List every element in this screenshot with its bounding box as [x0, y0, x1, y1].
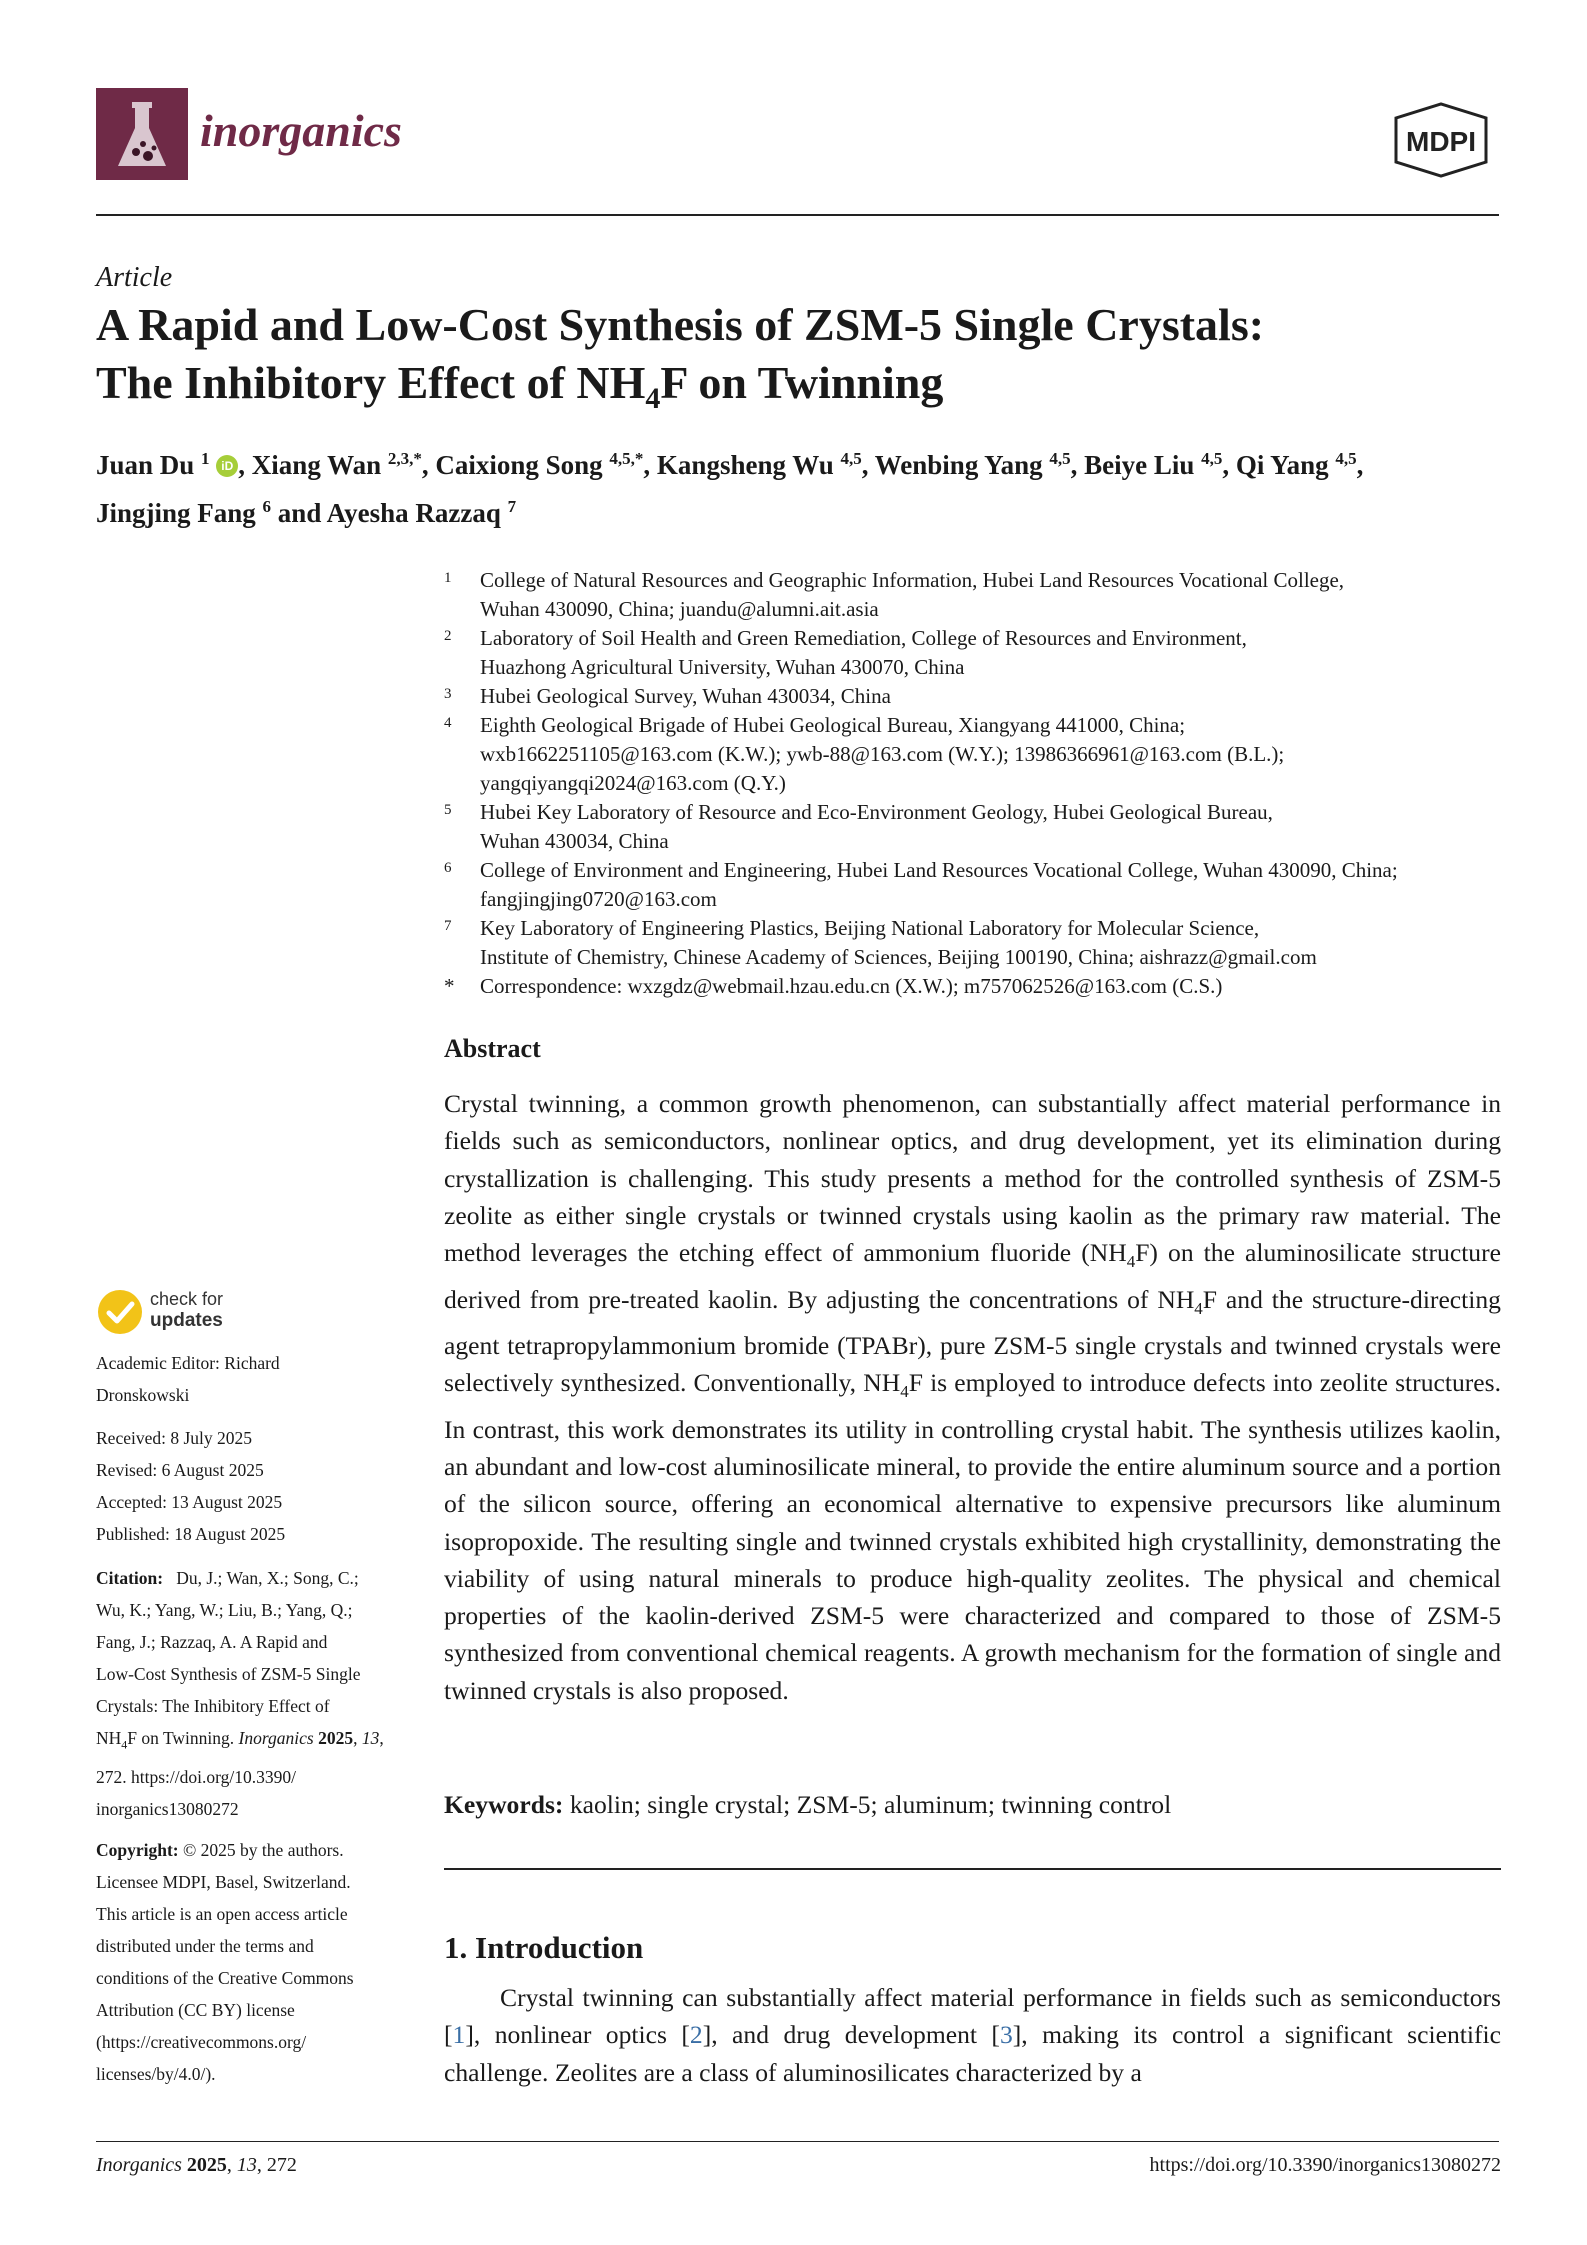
author-name[interactable]: Ayesha Razzaq	[326, 498, 501, 528]
journal-logo	[96, 88, 188, 180]
paper-title	[96, 296, 1499, 428]
mdpi-logo[interactable]	[1382, 100, 1500, 180]
accepted-date: Accepted: 13 August 2025	[96, 1492, 283, 1512]
title-line-1: A Rapid and Low-Cost Synthesis of ZSM-5 Single Crystals:	[96, 299, 1265, 350]
citation-doi[interactable]: 272. https://doi.org/10.3390/	[96, 1766, 296, 1787]
revised-date: Revised: 6 August 2025	[96, 1460, 264, 1480]
copyright-block: Copyright: © 2025 by the authors. Licensee MDPI, Basel, Switzerland. This article is an open access article distributed under the terms and conditions of the Creative Commons Attribution (CC BY) license (https://creativecommons.org/ licenses/by/4.0/).	[96, 1834, 416, 2090]
section-rule	[444, 1868, 1501, 1870]
received-date: Received: 8 July 2025	[96, 1428, 253, 1448]
author-list: Juan Du $^1$ iD , Xiang Wan $^{2,3,*}$, Caixiong Song $^{4,5,*}$, Kangsheng Wu $^{4,5}$, Wenbing Yang $^{4,5}$, Beiye Liu $^{4,5}$, Qi Yang $^{4,5}$, Jingjing Fang $^6$ and Ayesha Razzaq $^7$	[96, 449, 1364, 528]
published-date: Published: 18 August 2025	[96, 1524, 286, 1544]
author-name[interactable]: Beiye Liu	[1084, 450, 1195, 480]
affiliation-item: 3 Hubei Geological Survey, Wuhan 430034, China	[444, 684, 891, 708]
article-type: Article	[96, 262, 173, 293]
affiliation-item: 1 College of Natural Resources and Geographic Information, Hubei Land Resources Vocational College, Wuhan 430090, China; juandu@alumni.ait.asia	[444, 568, 1345, 621]
flask-icon	[96, 88, 188, 180]
correspondence: * Correspondence: wxzgdz@webmail.hzau.edu.cn (X.W.); m757062526@163.com (C.S.)	[444, 974, 1223, 998]
orcid-icon[interactable]: iD	[216, 455, 238, 477]
footer-citation: Inorganics 2025, 13, 272	[96, 2154, 297, 2176]
abstract-heading: Abstract	[444, 1034, 541, 1063]
check-updates-icon	[96, 1288, 144, 1336]
header-rule	[96, 214, 1499, 216]
keywords: Keywords: kaolin; single crystal; ZSM-5; aluminum; twinning control	[444, 1790, 1172, 1819]
publisher-name: MDPI	[1406, 126, 1476, 157]
author-name[interactable]: Jingjing Fang	[96, 498, 256, 528]
affiliation-item: 2 Laboratory of Soil Health and Green Remediation, College of Resources and Environment, Huazhong Agricultural University, Wuhan 430070, China	[444, 626, 1247, 679]
affiliation-item: 6 College of Environment and Engineering, Hubei Land Resources Vocational College, Wuhan 430090, China; fangjingjing0720@163.com	[444, 858, 1398, 911]
license-link[interactable]: (https://creativecommons.org/	[96, 2032, 307, 2052]
title-line-2: The Inhibitory Effect of $NH_4F$ on Twinning	[96, 357, 944, 416]
citation-link[interactable]: 1	[452, 2020, 466, 2050]
citation-link[interactable]: 3	[999, 2020, 1013, 2050]
abstract-body: Crystal twinning, a common growth phenomenon, can substantially affect material performance in fields such as semiconductors, nonlinear optics, and drug development, yet its elimination during crystallization is challenging. This study presents a method for the controlled synthesis of ZSM-5 zeolite as either single crystals or twinned crystals using kaolin as the primary raw material. The method leverages the etching effect of ammonium fluoride $(NH_4F)$ on the aluminosilicate structure derived from pre-treated kaolin. By adjusting the concentrations of $NH_4F$ and the structure-directing agent tetrapropylammonium bromide (TPABr), pure ZSM-5 single crystals and twinned crystals were selectively synthesized. Conventionally, $NH_4F$ is employed to introduce defects into zeolite structures. In contrast, this work demonstrates its utility in controlling crystal habit. The synthesis utilizes kaolin, an abundant and low-cost aluminosilicate mineral, to provide the entire aluminum source and a portion of the silicon source, offering an economical alternative to expensive precursors like aluminum isopropoxide. The resulting single and twinned crystals exhibited high crystallinity, demonstrating the viability of using natural minerals to produce high-quality zeolites. The physical and chemical properties of the kaolin-derived ZSM-5 were characterized and compared to those of ZSM-5 synthesized from conventional chemical reagents. A growth mechanism for the formation of single and twinned crystals is also proposed.	[444, 1089, 1501, 1705]
citation-link[interactable]: 2	[689, 2020, 703, 2050]
academic-editor: Academic Editor: Richard Dronskowski	[96, 1353, 280, 1405]
citation-block: Citation: Du, J.; Wan, X.; Song, C.; Wu, K.; Yang, W.; Liu, B.; Yang, Q.; Fang, J.; Razzaq, A. A Rapid and Low-Cost Synthesis of ZSM-5 Single Crystals: The Inhibitory Effect of $NH_4F$ on Twinning. Inorganics 2025, 13, 272. https://doi.org/10.3390/ inorganics13080272	[96, 1562, 416, 1825]
check-for-updates[interactable]: check for updates	[96, 1286, 396, 1338]
affiliation-item: 5 Hubei Key Laboratory of Resource and Eco-Environment Geology, Hubei Geological Bureau, Wuhan 430034, China	[444, 800, 1273, 853]
author-name[interactable]: Kangsheng Wu	[656, 450, 834, 480]
affiliation-item: 4 Eighth Geological Brigade of Hubei Geological Bureau, Xiangyang 441000, China; wxb1662251105@163.com (K.W.); ywb-88@163.com (W.Y.); 13986366961@163.com (B.L.); yangqiyangqi2024@163.com (Q.Y.)	[444, 713, 1285, 795]
section-heading: 1. Introduction	[444, 1930, 644, 1965]
footer-rule	[96, 2141, 1499, 2142]
dates	[96, 1422, 416, 1550]
affiliations	[444, 566, 1504, 1001]
affiliation-item: 7 Key Laboratory of Engineering Plastics, Beijing National Laboratory for Molecular Science, Institute of Chemistry, Chinese Academy of Sciences, Beijing 100190, China; aishrazz@gmail.com	[444, 916, 1317, 969]
author-name[interactable]: Xiang Wan	[251, 450, 382, 480]
journal-name[interactable]: inorganics	[200, 105, 402, 156]
author-name[interactable]: Caixiong Song	[435, 450, 603, 480]
author-name[interactable]: Juan Du	[96, 450, 195, 480]
intro-paragraph: Crystal twinning can substantially affect material performance in fields such as semiconductors [1], nonlinear optics [2], and drug development [3], making its control a significant scientific challenge. Zeolites are a class of aluminosilicates characterized by a	[444, 1983, 1501, 2087]
author-name[interactable]: Wenbing Yang	[874, 450, 1043, 480]
footer-doi[interactable]: https://doi.org/10.3390/inorganics13080272	[1149, 2154, 1501, 2176]
author-name[interactable]: Qi Yang	[1235, 450, 1329, 480]
